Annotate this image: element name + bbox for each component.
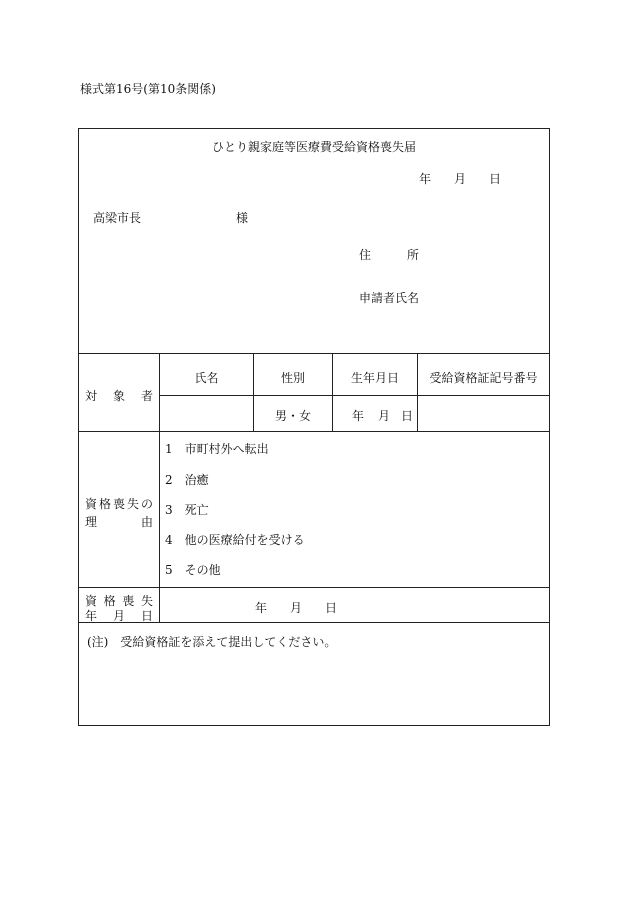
column-header-gender: 性別 bbox=[280, 371, 305, 385]
form-sheet bbox=[78, 128, 550, 726]
divider bbox=[159, 353, 160, 623]
loss-reason-option[interactable]: 4 他の医療給付を受ける bbox=[165, 533, 305, 547]
divider bbox=[332, 353, 333, 431]
form-number: 様式第16号(第10条関係) bbox=[80, 82, 216, 96]
loss-reason-option[interactable]: 2 治癒 bbox=[165, 473, 209, 487]
gender-choice[interactable]: 男・女 bbox=[274, 409, 311, 423]
form-title: ひとり親家庭等医療費受給資格喪失届 bbox=[211, 140, 416, 154]
target-person-label: 対 象 者 bbox=[85, 389, 153, 403]
applicant-name-field[interactable] bbox=[424, 286, 539, 306]
loss-date-label-line2: 年 月 日 bbox=[85, 609, 153, 623]
loss-reason-option[interactable]: 1 市町村外へ転出 bbox=[165, 442, 269, 456]
birth-day-label: 日 bbox=[401, 409, 414, 423]
loss-day-label: 日 bbox=[325, 601, 338, 615]
loss-month-label: 月 bbox=[290, 601, 303, 615]
honorific: 様 bbox=[236, 211, 249, 225]
address-label: 住 所 bbox=[359, 248, 419, 262]
date-year-label: 年 bbox=[419, 172, 432, 186]
loss-year-label: 年 bbox=[255, 601, 268, 615]
addressee: 高梁市長 bbox=[93, 211, 142, 225]
loss-reason-option[interactable]: 5 その他 bbox=[165, 563, 221, 577]
birth-year-label: 年 bbox=[352, 409, 365, 423]
date-day-label: 日 bbox=[489, 172, 502, 186]
target-name-field[interactable] bbox=[160, 396, 253, 431]
applicant-name-label: 申請者氏名 bbox=[359, 291, 420, 305]
birth-month-label: 月 bbox=[378, 409, 391, 423]
note-text: (注) 受給資格証を添えて提出してください。 bbox=[87, 635, 337, 649]
loss-date-label-line1: 資 格 喪 失 bbox=[85, 594, 153, 608]
column-header-name: 氏名 bbox=[194, 371, 219, 385]
certificate-number-field[interactable] bbox=[418, 396, 549, 431]
divider bbox=[79, 353, 549, 354]
divider bbox=[79, 587, 549, 588]
loss-reason-label-line1: 資 格 喪 失 の bbox=[85, 497, 153, 511]
address-field[interactable] bbox=[424, 243, 539, 263]
loss-reason-option[interactable]: 3 死亡 bbox=[165, 503, 209, 517]
column-header-birthdate: 生年月日 bbox=[350, 371, 399, 385]
loss-reason-label-line2: 理 由 bbox=[85, 515, 153, 529]
column-header-certificate-number: 受給資格証記号番号 bbox=[429, 371, 538, 385]
date-month-label: 月 bbox=[454, 172, 467, 186]
divider bbox=[79, 431, 549, 432]
